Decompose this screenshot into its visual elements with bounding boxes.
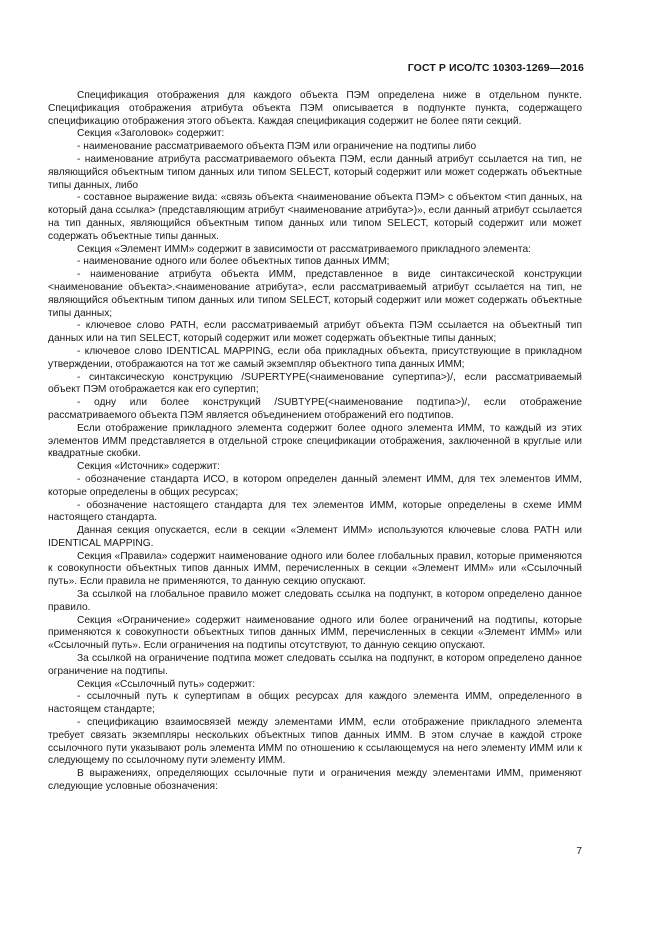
paragraph: В выражениях, определяющих ссылочные пути и ограничения между элементами ИММ, применяют следующие условные обозначения: (48, 768, 582, 793)
paragraph: - одну или более конструкций /SUBTYPE(<наименование подтипа>)/, если отображение рассматриваемого объекта ПЭМ является объединением отображений его подтипов. (48, 397, 582, 421)
paragraph: За ссылкой на ограничение подтипа может следовать ссылка на подпункт, в котором определено данное ограничение на подтипы. (48, 653, 582, 677)
paragraph: - ключевое слово IDENTICAL MAPPING, если оба прикладных объекта, присутствующие в прикладном утверждении, отображаются на тот же самый экземпляр объектного типа данных ИММ; (48, 345, 582, 370)
paragraph: Секция «Заголовок» содержит: (77, 128, 225, 140)
paragraph: - наименование одного или более объектных типов данных ИММ; (77, 256, 390, 268)
paragraph: Секция «Ссылочный путь» содержит: (77, 678, 256, 690)
paragraph: Если отображение прикладного элемента содержит более одного элемента ИММ, то каждый из этих элементов ИММ представляется в отдельной строке спецификации отображения, заключенной в круглые или квадратные скобки. (48, 422, 582, 460)
page-number: 7 (576, 846, 582, 857)
paragraph: - наименование атрибута рассматриваемого объекта ПЭМ, если данный атрибут ссылается на тип, не являющийся объектным типом данных или типом SELECT, который содержит или может содержать объектные типы данных, либо (48, 153, 582, 191)
paragraph: - составное выражение вида: «связь объекта <наименование объекта ПЭМ> с объектом <тип данных, на который дана ссылка> (представляющим атрибут <наименование атрибута>)», если данный атрибут ссылается на тип данных, являющийся объектным типом данных или типом SELECT, который содержит или может содержать объектные типы данных. (48, 192, 582, 242)
paragraph: За ссылкой на глобальное правило может следовать ссылка на подпункт, в котором определено данное правило. (48, 589, 582, 613)
paragraph: - обозначение стандарта ИСО, в котором определен данный элемент ИММ, для тех элементов ИММ, которые определены в общих ресурсах; (48, 473, 582, 498)
paragraph: Спецификация отображения для каждого объекта ПЭМ определена ниже в отдельном пункте. Спецификация отображения атрибута объекта ПЭМ описывается в подпункте пункта, содержащего спецификацию отображения этого объекта. Каждая спецификация содержит не более пяти секций. (48, 90, 582, 127)
document-header: ГОСТ Р ИСО/ТС 10303-1269—2016 (407, 62, 584, 74)
paragraph: - спецификацию взаимосвязей между элементами ИММ, если отображение прикладного элемента требует связать экземпляры нескольких объектных типов данных ИММ. В этом случае в каждой строке ссылочного пути указывают роль элемента ИММ по отношению к ссылающемуся на него элементу ИММ или к следующему по ссылочному пути элементу ИММ. (48, 717, 582, 767)
paragraph: Секция «Правила» содержит наименование одного или более глобальных правил, которые применяются к совокупности объектных типов данных ИММ, перечисленных в секции «Элемент ИММ» или «Ссылочный путь». Если правила не применяются, то данную секцию опускают. (48, 550, 582, 588)
paragraph: Секция «Источник» содержит: (77, 461, 220, 473)
paragraph: - наименование атрибута объекта ИММ, представленное в виде синтаксической конструкции <наименование объекта>.<наименование атрибута>, если рассматриваемый атрибут ссылается на тип, не являющийся объектным типом данных или типом SELECT, который содержит или может содержать объектные типы данных; (48, 269, 582, 319)
document-body (48, 90, 582, 794)
paragraph: - обозначение настоящего стандарта для тех элементов ИММ, которые определены в схеме ИММ настоящего стандарта. (48, 499, 582, 524)
paragraph: Секция «Элемент ИММ» содержит в зависимости от рассматриваемого прикладного элемента: (77, 243, 531, 255)
paragraph: - синтаксическую конструкцию /SUPERTYPE(<наименование супертипа>)/, если рассматриваемый объект ПЭМ отображается как его супертип; (48, 371, 582, 396)
paragraph: - ссылочный путь к супертипам в общих ресурсах для каждого элемента ИММ, определенного в настоящем стандарте; (48, 691, 582, 716)
paragraph: - наименование рассматриваемого объекта ПЭМ или ограничение на подтипы либо (77, 141, 477, 153)
paragraph: Данная секция опускается, если в секции «Элемент ИММ» используются ключевые слова PATH или IDENTICAL MAPPING. (48, 525, 582, 549)
paragraph: - ключевое слово PATH, если рассматриваемый атрибут объекта ПЭМ ссылается на объектный тип данных или на тип SELECT, который содержит или может содержать объектные типы данных; (48, 320, 582, 345)
paragraph: Секция «Ограничение» содержит наименование одного или более ограничений на подтипы, которые применяются к совокупности объектных типов данных ИММ, перечисленных в секции «Элемент ИММ» или «Ссылочный путь». Если ограничения на подтипы отсутствуют, то данную секцию опускают. (48, 614, 582, 652)
